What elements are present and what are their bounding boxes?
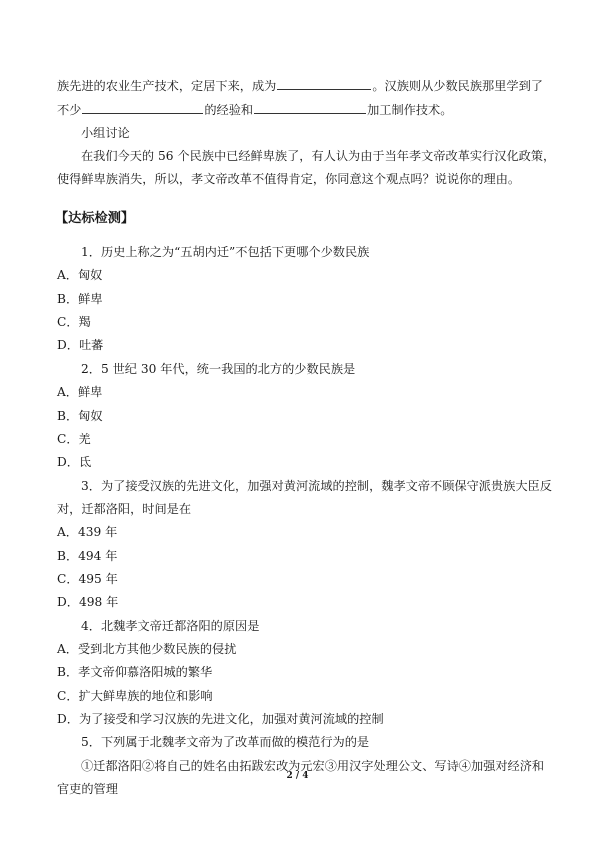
question-stem: 3．为了接受汉族的先进文化，加强对黄河流域的控制，魏孝文帝不顾保守派贵族大臣反: [81, 478, 552, 493]
page-number: 2 / 4: [286, 771, 309, 781]
fill-blank: [254, 101, 366, 114]
answer-option: A．鲜卑: [57, 385, 103, 400]
question-stem: 1．历史上称之为“五胡内迁”不包括下更哪个少数民族: [81, 245, 370, 259]
question-stem: 官吏的管理: [57, 782, 118, 797]
intro-text: 。汉族则从少数民族那里学到了: [372, 79, 543, 93]
answer-option: B．494 年: [57, 548, 118, 563]
answer-option: C．扩大鲜卑族的地位和影响: [57, 688, 213, 703]
answer-option: A．匈奴: [57, 268, 103, 283]
discussion-title: 小组讨论: [81, 126, 130, 140]
intro-text: 族先进的农业生产技术，定居下来，成为: [57, 79, 277, 93]
answer-option: D．498 年: [57, 595, 119, 610]
discussion-text-2: 使得鲜卑族消失，所以，孝文帝改革不值得肯定，你同意这个观点吗？说说你的理由。: [57, 172, 521, 186]
intro-line-1: [57, 77, 543, 95]
answer-option: B．鲜卑: [57, 291, 103, 306]
answer-option: D．为了接受和学习汉族的先进文化，加强对黄河流域的控制: [57, 712, 384, 726]
section-heading: 【达标检测】: [55, 211, 135, 226]
question-stem: 5．下列属于北魏孝文帝为了改革而做的模范行为的是: [81, 735, 370, 750]
question-stem: 4．北魏孝文帝迁都洛阳的原因是: [81, 618, 260, 633]
fill-blank: [82, 101, 203, 114]
answer-option: A．受到北方其他少数民族的侵扰: [57, 642, 237, 656]
fill-blank: [277, 77, 371, 90]
intro-text: 的经验和: [204, 103, 254, 117]
answer-option: A．439 年: [57, 525, 118, 540]
question-stem: 对，迁都洛阳，时间是在: [57, 501, 192, 516]
answer-option: C．羯: [57, 315, 91, 330]
intro-line-2: [57, 101, 537, 119]
answer-option: D．吐蕃: [57, 338, 104, 353]
question-stem: 2．5 世纪 30 年代，统一我国的北方的少数民族是: [81, 361, 356, 376]
answer-option: B．匈奴: [57, 408, 103, 423]
intro-text: 不少: [57, 103, 82, 117]
answer-option: D．氐: [57, 455, 92, 470]
answer-option: C．羌: [57, 431, 91, 446]
discussion-text-1: 在我们今天的 56 个民族中已经鲜卑族了，有人认为由于当年孝文帝改革实行汉化政策，: [81, 149, 556, 163]
answer-option: B．孝文帝仰慕洛阳城的繁华: [57, 665, 213, 680]
question-stem: ①迁都洛阳②将自己的姓名由拓跋宏改为元宏③用汉字处理公文、写诗④加强对经济和: [81, 758, 545, 773]
intro-text: 加工制作技术。: [367, 103, 453, 117]
answer-option: C．495 年: [57, 571, 118, 586]
